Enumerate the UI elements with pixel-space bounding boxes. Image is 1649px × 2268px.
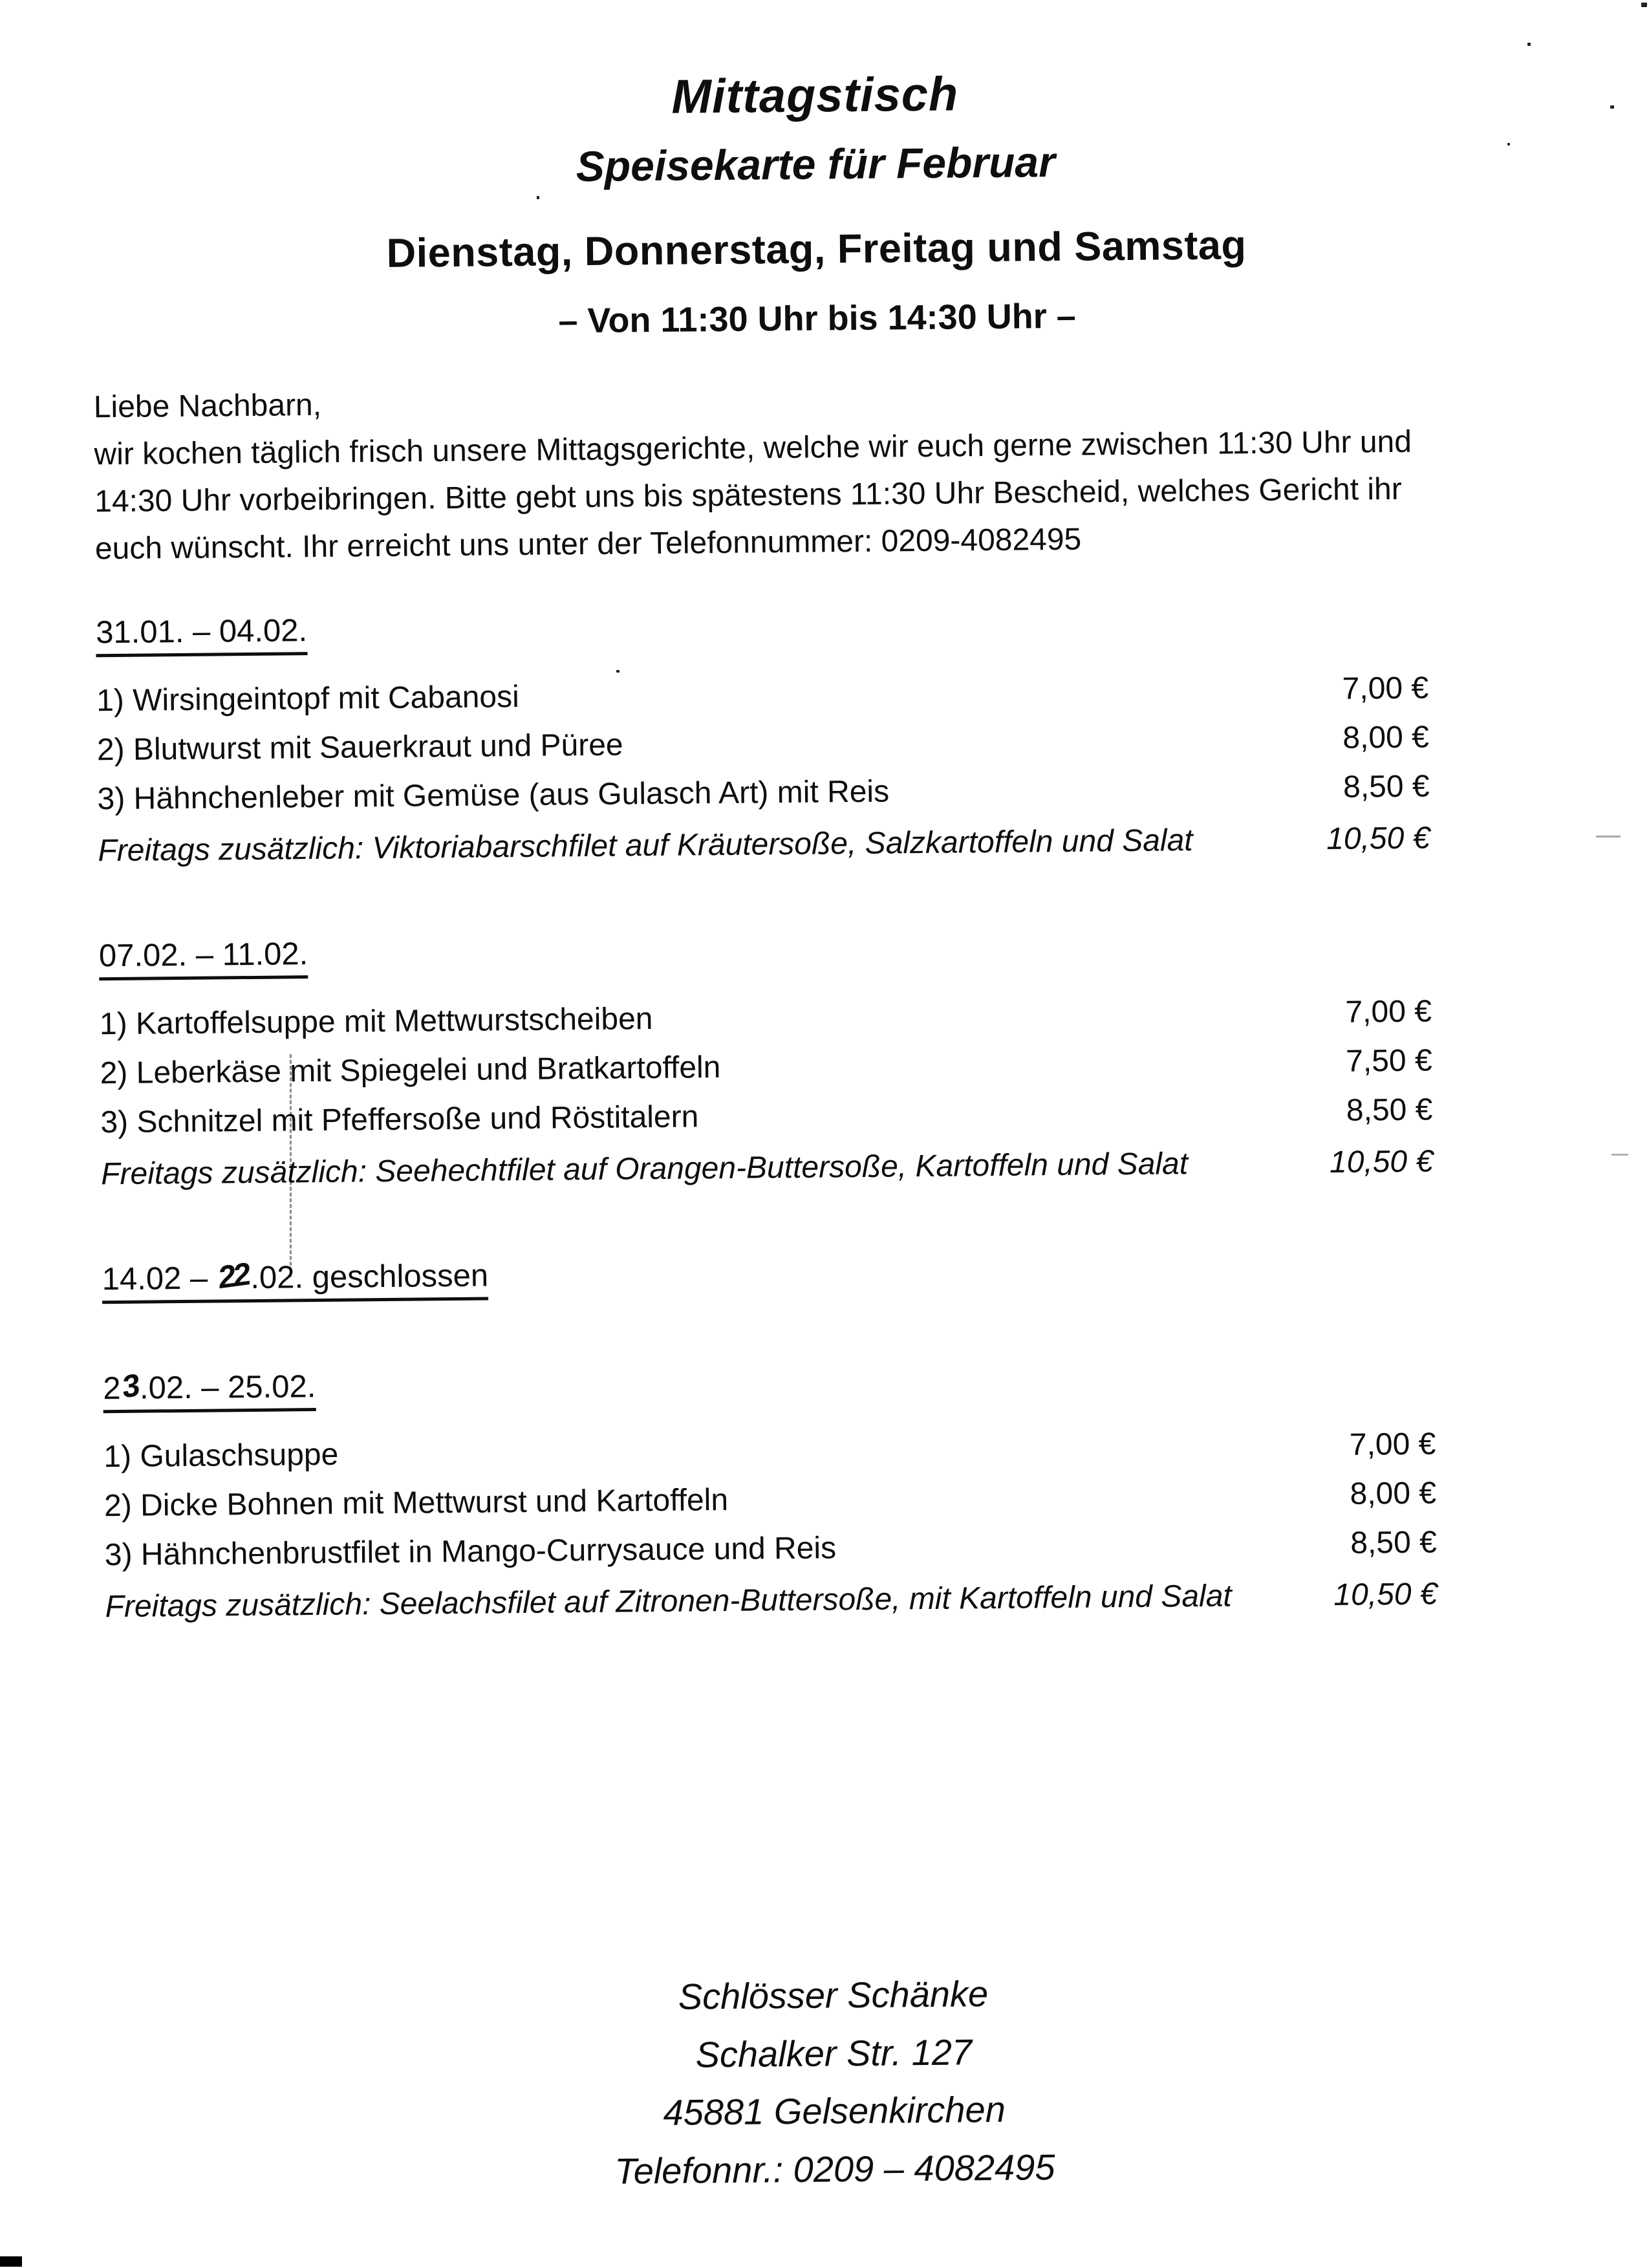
dish-row [100, 1090, 1432, 1142]
menu-section-week2 [98, 868, 1434, 1194]
service-hours: – Von 11:30 Uhr bis 14:30 Uhr – [558, 296, 1076, 341]
dish-name: 3) Schnitzel mit Pfeffersoße und Röstitalern [100, 1099, 699, 1140]
dish-price: 7,00 € [1342, 671, 1429, 706]
restaurant-footer [8, 1958, 1649, 2206]
dish-price: 8,50 € [1350, 1525, 1438, 1561]
date-handwritten-digit: 3 [122, 1367, 138, 1405]
dish-row [96, 669, 1428, 720]
dish-price: 7,00 € [1349, 1427, 1436, 1462]
dish-row [105, 1523, 1437, 1575]
dish-price: 8,00 € [1342, 720, 1430, 755]
dish-price: 7,50 € [1345, 1043, 1432, 1079]
dish-row [100, 1041, 1432, 1093]
section-date-range: 07.02. – 11.02. [99, 936, 308, 980]
restaurant-street: Schalker Str. 127 [695, 2031, 973, 2075]
dish-row [103, 1425, 1436, 1476]
closed-notice-suffix: .02. geschlossen [250, 1258, 489, 1295]
scan-artifact-dashed-line [290, 1054, 292, 1277]
restaurant-city: 45881 Gelsenkirchen [663, 2089, 1006, 2133]
scan-speck [1507, 143, 1510, 146]
dish-list [100, 992, 1433, 1142]
dish-name: 1) Wirsingeintopf mit Cabanosi [96, 679, 520, 718]
friday-special-name: Freitags zusätzlich: Seelachsfilet auf Zitronen-Buttersoße, mit Kartoffeln und Salat [105, 1579, 1232, 1625]
restaurant-phone: Telefonnr.: 0209 – 4082495 [614, 2146, 1055, 2192]
intro-line: 14:30 Uhr vorbeibringen. Bitte gebt uns bis spätestens 11:30 Uhr Bescheid, welches Gericht ihr [94, 471, 1402, 519]
scan-speck [1527, 43, 1531, 46]
closed-notice-prefix: 14.02 – [102, 1260, 217, 1297]
intro-line: Liebe Nachbarn, [93, 387, 322, 425]
dish-price: 8,00 € [1350, 1476, 1437, 1511]
restaurant-name: Schlösser Schänke [678, 1973, 989, 2017]
friday-special-price: 10,50 € [1333, 1577, 1438, 1612]
dish-list [96, 669, 1430, 819]
scan-artifact-corner-mark [0, 2256, 22, 2267]
dish-row [97, 767, 1429, 819]
menu-section-week1 [95, 560, 1430, 870]
friday-special-price: 10,50 € [1326, 821, 1430, 856]
section-date-range [103, 1368, 316, 1413]
scan-speck [537, 196, 539, 199]
scan-speck [1596, 836, 1621, 837]
dish-name: 3) Hähnchenbrustfilet in Mango-Currysauce und Reis [104, 1531, 837, 1573]
friday-special-price: 10,50 € [1329, 1144, 1434, 1180]
dish-price: 7,00 € [1345, 994, 1432, 1030]
date-suffix: .02. – 25.02. [139, 1368, 316, 1406]
page-subtitle: Speisekarte für Februar [576, 138, 1056, 191]
friday-special-row [101, 1142, 1433, 1194]
dish-name: 3) Hähnchenleber mit Gemüse (aus Gulasch Art) mit Reis [97, 774, 890, 817]
dish-name: 1) Gulaschsuppe [103, 1437, 339, 1474]
scan-speck [1611, 1154, 1628, 1156]
dish-list [103, 1425, 1437, 1575]
dish-name: 2) Dicke Bohnen mit Mettwurst und Kartoffeln [103, 1482, 729, 1524]
scan-speck [616, 670, 620, 673]
dish-name: 2) Leberkäse mit Spiegelei und Bratkartoffeln [100, 1050, 721, 1091]
closed-notice-handwritten-date: 22 [218, 1256, 249, 1296]
section-date-range: 31.01. – 04.02. [96, 612, 308, 657]
friday-special-row [98, 819, 1430, 870]
dish-row [104, 1474, 1436, 1526]
friday-special-row [105, 1575, 1437, 1626]
dish-name: 2) Blutwurst mit Sauerkraut und Püree [96, 728, 623, 768]
service-days: Dienstag, Donnerstag, Freitag und Samstag [386, 222, 1247, 276]
menu-section-week3 [102, 1291, 1438, 1626]
dish-price: 8,50 € [1346, 1092, 1433, 1128]
intro-line: euch wünscht. Ihr erreicht uns unter der Telefonnummer: 0209-4082495 [94, 522, 1082, 567]
intro-paragraph [93, 371, 1547, 573]
dish-row [100, 992, 1432, 1044]
scan-speck [1610, 105, 1614, 109]
friday-special-name: Freitags zusätzlich: Seehechtfilet auf Orangen-Buttersoße, Kartoffeln und Salat [100, 1146, 1189, 1192]
dish-price: 8,50 € [1342, 769, 1430, 805]
menu-header [0, 0, 1642, 347]
dish-name: 1) Kartoffelsuppe mit Mettwurstscheiben [99, 1001, 653, 1042]
dish-row [97, 718, 1429, 770]
page-title: Mittagstisch [671, 67, 959, 124]
date-prefix: 2 [103, 1370, 121, 1407]
friday-special-name: Freitags zusätzlich: Viktoriabarschfilet auf Kräutersoße, Salzkartoffeln und Salat [98, 823, 1193, 869]
closed-notice [102, 1257, 489, 1304]
intro-line: wir kochen täglich frisch unsere Mittagsgerichte, welche wir euch gerne zwischen 11:30 Uhr und [94, 424, 1412, 472]
scan-speck [1641, 3, 1647, 7]
